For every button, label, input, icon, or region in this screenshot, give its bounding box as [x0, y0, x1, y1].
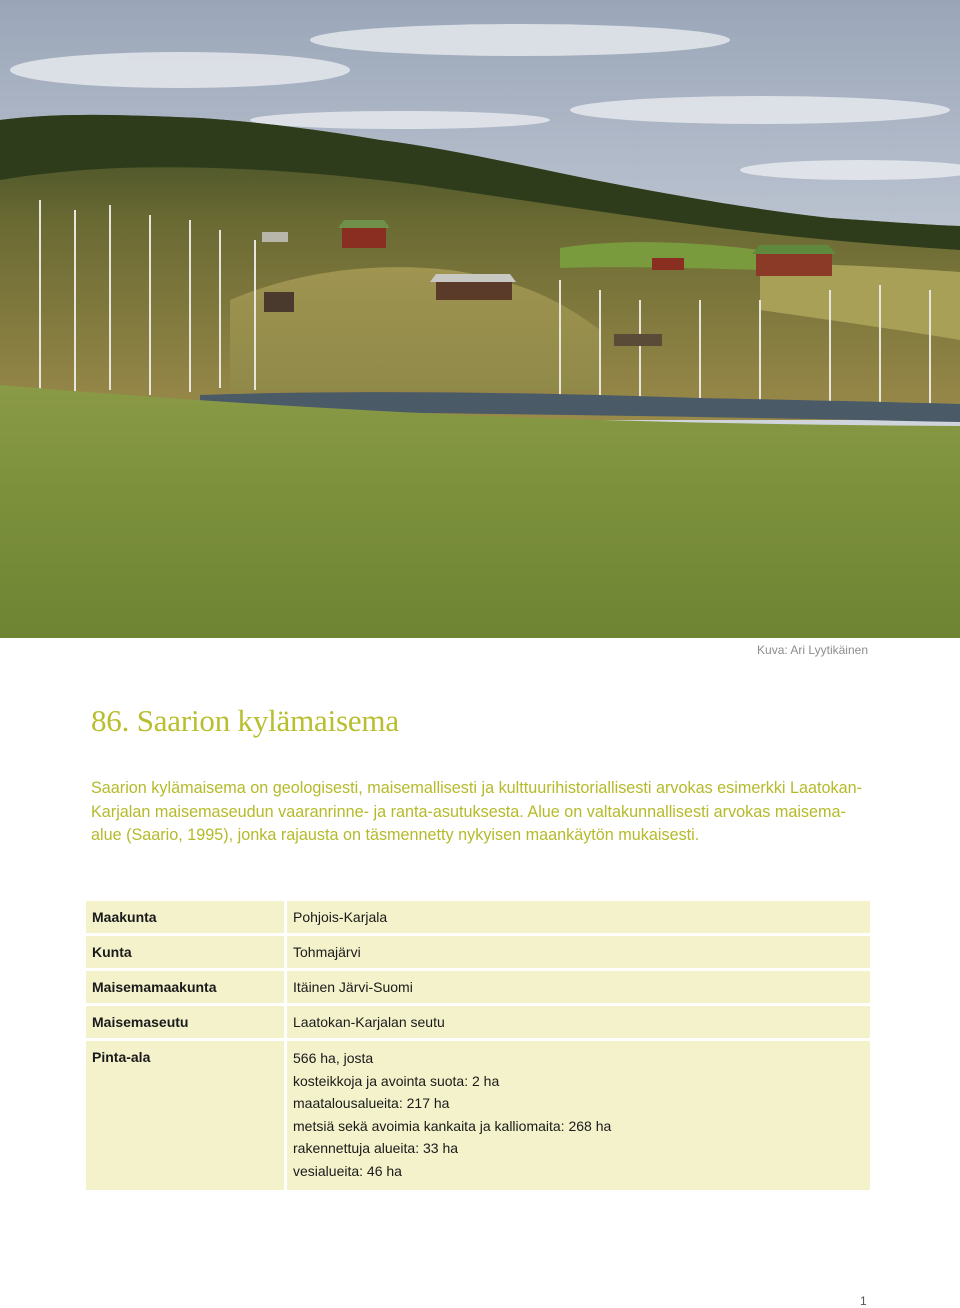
area-line: rakennettuja alueita: 33 ha [293, 1140, 459, 1157]
photo-credit: Kuva: Ari Lyytikäinen [757, 643, 868, 657]
fact-label-maakunta: Maakunta [86, 901, 287, 933]
page-number: 1 [860, 1294, 867, 1308]
table-row [86, 1041, 870, 1190]
area-line: vesialueita: 46 ha [293, 1162, 402, 1179]
facts-table [86, 898, 870, 1193]
landscape-photo [0, 0, 960, 638]
fact-value-maisemaseutu: Laatokan-Karjalan seutu [287, 1006, 870, 1038]
fact-label-maisemamaakunta: Maisemamaakunta [86, 971, 287, 1003]
table-row [86, 901, 870, 933]
table-row [86, 936, 870, 968]
table-row [86, 1006, 870, 1038]
fact-label-pinta-ala: Pinta-ala [86, 1041, 287, 1190]
area-line: metsiä sekä avoimia kankaita ja kalliomaita: 268 ha [293, 1117, 612, 1134]
fact-value-maisemamaakunta: Itäinen Järvi-Suomi [287, 971, 870, 1003]
fact-value-kunta: Tohmajärvi [287, 936, 870, 968]
fact-label-kunta: Kunta [86, 936, 287, 968]
area-line: maatalousalueita: 217 ha [293, 1095, 450, 1112]
area-line: 566 ha, josta [293, 1050, 374, 1066]
fact-value-maakunta: Pohjois-Karjala [287, 901, 870, 933]
fact-label-maisemaseutu: Maisemaseutu [86, 1006, 287, 1038]
table-row [86, 971, 870, 1003]
intro-paragraph: Saarion kylämaisema on geologisesti, maisemallisesti ja kulttuurihistoriallisesti arvokas esimerkki Laatokan-Karjalan maisemaseudun vaaranrinne- ja ranta-asutuksesta. Alue on valtakunnallisesti arvokas maisema-alue (Saario, 1995), jonka rajausta on täsmennetty nykyisen maankäytön mukaisesti. [91, 779, 863, 844]
fact-value-pinta-ala [287, 1041, 870, 1190]
page-title: 86. Saarion kylämaisema [91, 703, 399, 738]
area-line: kosteikkoja ja avointa suota: 2 ha [293, 1072, 500, 1089]
